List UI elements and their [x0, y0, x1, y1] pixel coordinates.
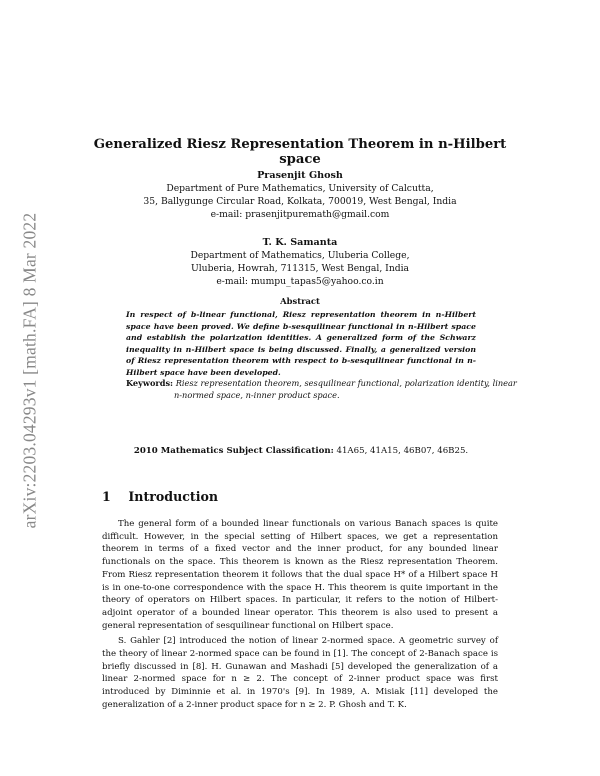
keywords [126, 377, 524, 402]
abstract-text: In respect of b-linear functional, Riesz representation theorem in n-Hilbert space have been proved. We define b-sesquilinear functional in n-Hilbert space and establish the polarization identities. A generalized form of the Schwarz inequality in n-Hilbert space is being discussed. Finally, a generalized version of Riesz representation theorem with respect to b-sesquilinear functional in n-Hilbert space have been developed. [126, 310, 476, 377]
keywords-label: Keywords: [126, 378, 174, 388]
arxiv-identifier [16, 180, 44, 560]
paper-title: Generalized Riesz Representation Theorem in n-Hilbert space [93, 137, 507, 167]
abstract-heading: Abstract [280, 296, 320, 306]
paragraph: S. Gahler [2] introduced the notion of linear 2-normed space. A geometric survey of the theory of linear 2-normed space can be found in [1]. The concept of 2-Banach space is briefly discussed in [8]. H. Gunawan and Mashadi [5] developed the generalization of a linear 2-normed space for n ≥ 2. The concept of 2-inner product space was first introduced by Diminnie et al. in 1970's [9]. In 1989, A. Misiak [11] developed the generalization of a 2-inner product space for n ≥ 2. P. Ghosh and T. K. [102, 636, 498, 710]
msc-codes: 41A65, 41A15, 46B07, 46B25. [336, 446, 469, 456]
author-affiliation: Department of Mathematics, Uluberia College, [190, 250, 410, 261]
author-block-1 [112, 169, 488, 221]
section-title: Introduction [128, 489, 219, 504]
author-email: e-mail: prasenjitpuremath@gmail.com [210, 209, 390, 220]
msc-classification [126, 446, 476, 456]
author-block-2 [112, 236, 488, 288]
section-heading [102, 489, 218, 504]
author-affiliation: Department of Pure Mathematics, University of Calcutta, [166, 183, 434, 194]
section-number: 1 [102, 489, 111, 504]
keywords-text: Riesz representation theorem, sesquilinear functional, polarization identity, linear n-normed space, n-inner product space. [174, 378, 517, 401]
author-name: Prasenjit Ghosh [257, 170, 343, 181]
section-body [102, 518, 498, 715]
author-name: T. K. Samanta [262, 237, 338, 248]
arxiv-id-text: arXiv:2203.04293v1 [math.FA] 8 Mar 2022 [19, 212, 40, 528]
author-address: Uluberia, Howrah, 711315, West Bengal, India [190, 263, 410, 274]
paragraph: The general form of a bounded linear functionals on various Banach spaces is quite difficult. However, in the special setting of Hilbert spaces, we get a representation theorem in terms of a fixed vector and the inner product, for any bounded linear functionals on the space. This theorem is known as the Riesz representation Theorem. From Riesz representation theorem it follows that the dual space H* of a Hilbert space H is in one-to-one correspondence with the space H. This theorem is quite important in the theory of operators on Hilbert spaces. In particular, it refers to the notion of Hilbert-adjoint operator of a bounded linear operator. This theorem is also used to present a general representation of sesquilinear functional on Hilbert space. [102, 519, 498, 631]
author-address: 35, Ballygunge Circular Road, Kolkata, 700019, West Bengal, India [143, 196, 457, 207]
msc-label: 2010 Mathematics Subject Classification: [133, 446, 334, 456]
author-email: e-mail: mumpu_tapas5@yahoo.co.in [216, 276, 384, 287]
